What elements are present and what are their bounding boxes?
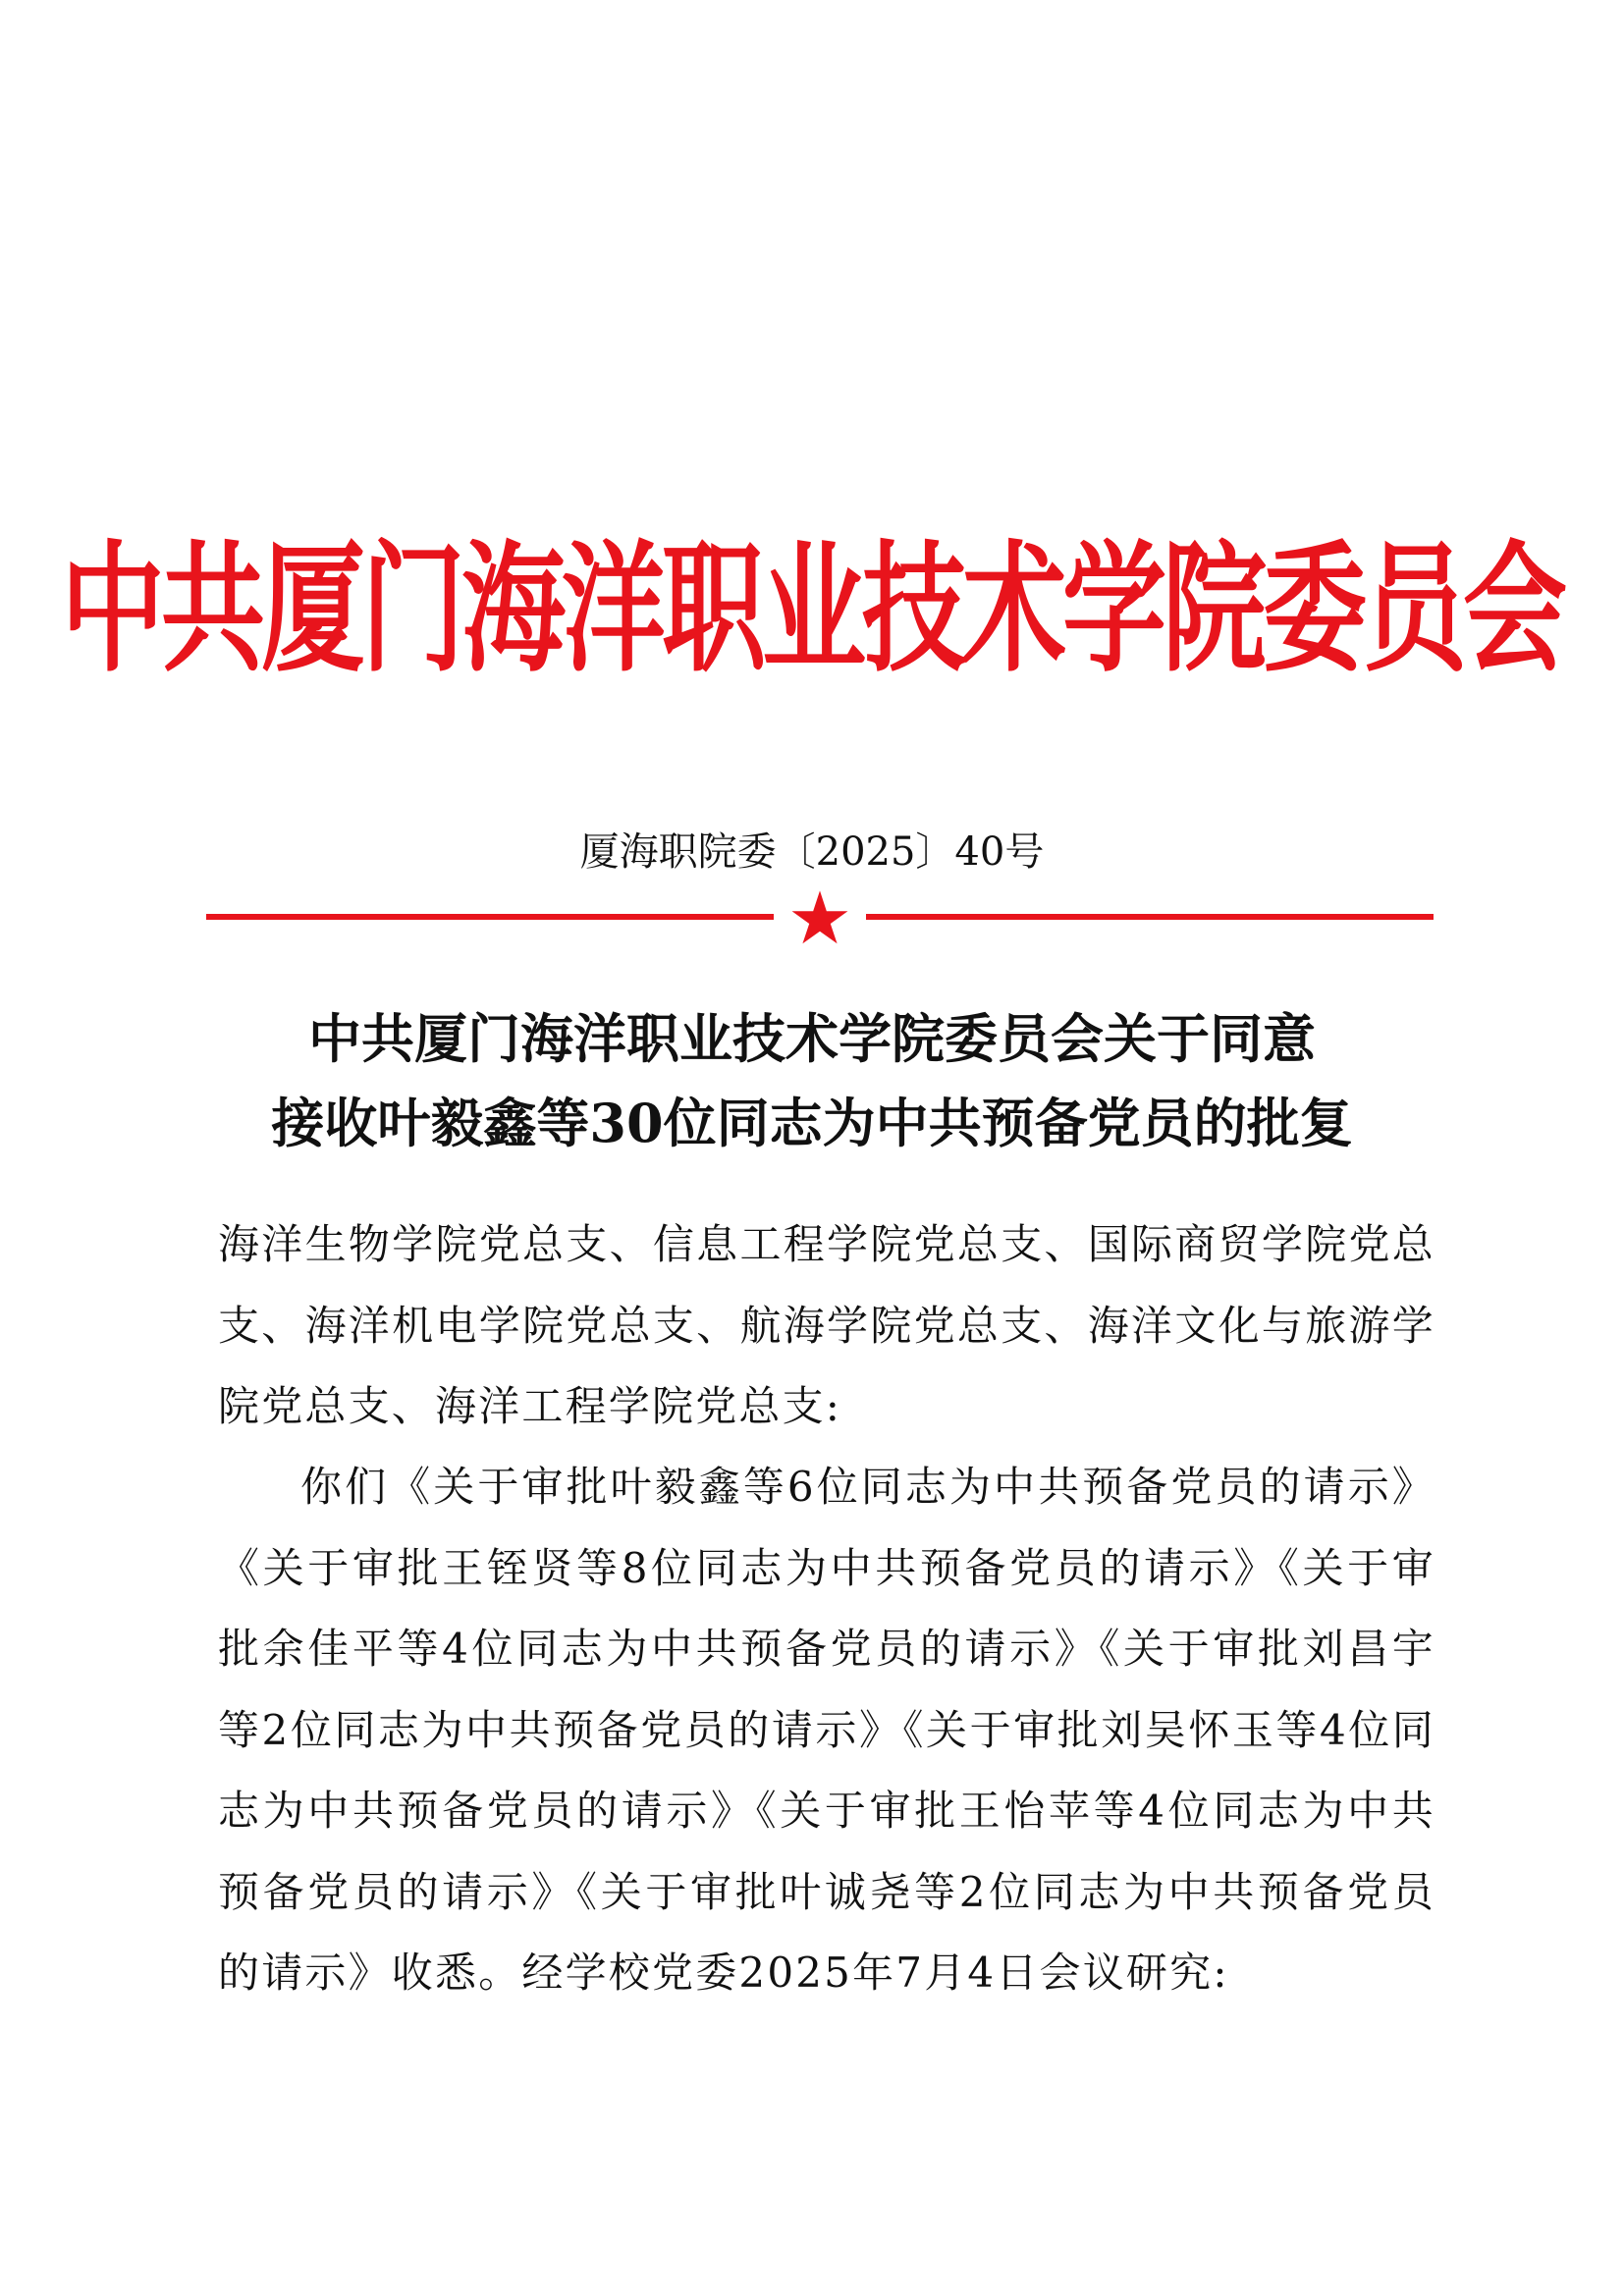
document-title-line-1: 中共厦门海洋职业技术学院委员会关于同意 (308, 1007, 1316, 1070)
document-number: 厦海职院委〔2025〕40号 (579, 829, 1045, 875)
addressee-paragraph: 海洋生物学院党总支、信息工程学院党总支、国际商贸学院党总支、海洋机电学院党总支、航海学院党总支、海洋文化与旅游学院党总支、海洋工程学院党总支: (218, 1220, 1435, 1430)
body-paragraph: 你们《关于审批叶毅鑫等6位同志为中共预备党员的请示》《关于审批王铚贤等8位同志为中共预备党员的请示》《关于审批余佳平等4位同志为中共预备党员的请示》《关于审批刘昌宇等2位同志为中共预备党员的请示》《关于审批刘吴怀玉等4位同志为中共预备党员的请示》《关于审批王怡苹等4位同志为中共预备党员的请示》《关于审批叶诚尧等2位同志为中共预备党员的请示》收悉。经学校党委2025年7月4日会议研究: (218, 1463, 1435, 1997)
red-divider-right (866, 914, 1434, 920)
red-divider-left (206, 914, 774, 920)
document-title-line-2: 接收叶毅鑫等30位同志为中共预备党员的批复 (271, 1092, 1353, 1154)
issuer-masthead: 中共厦门海洋职业技术学院委员会 (61, 527, 1563, 691)
red-star-icon (791, 889, 848, 944)
